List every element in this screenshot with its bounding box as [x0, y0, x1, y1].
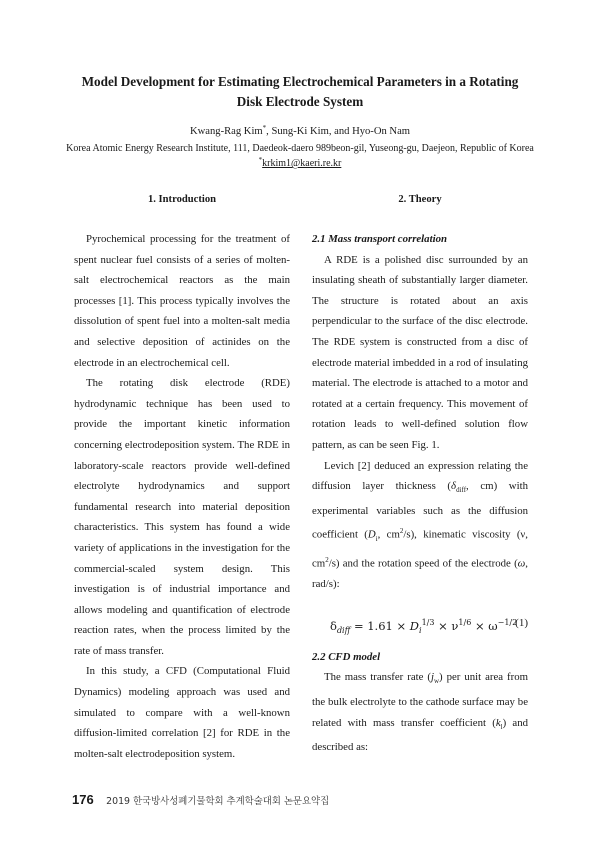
section-heading-theory: 2. Theory: [398, 194, 442, 205]
email-line: [20, 156, 580, 169]
page-footer: [72, 791, 329, 809]
theory-paragraph-3: The mass transfer rate $(j_w)$ per unit area from the bulk electrolyte to the cathode surface may be related with mass transfer coefficient $(k_l)$ and described as:: [312, 671, 528, 754]
email-mark: *: [258, 156, 263, 164]
title-line-1: Model Development for Estimating Electrochemical Parameters in a Rotating: [81, 74, 519, 89]
intro-paragraph-1: Pyrochemical processing for the treatment of spent nuclear fuel consists of a series of molten-salt electrochemical reactors as the main processes [1]. This process typically involves the dissolution of spent fuel into a molten-salt media and selective deposition of actinides on the electrode in an electrochemical cell.: [74, 233, 290, 369]
paper-title: [40, 72, 560, 112]
section-heading-introduction: 1. Introduction: [147, 194, 217, 205]
equation-1-expression: $\delta_{diff} = 1.61 \times D_i^{1/3} \times \nu^{1/6} \times \omega^{-1/2}$: [330, 617, 518, 635]
author-list: [20, 124, 580, 137]
left-column: [74, 229, 290, 764]
other-authors: , Sung-Ki Kim, and Hyo-On Nam: [266, 126, 411, 137]
corresponding-mark: *: [262, 124, 267, 132]
title-line-2: Disk Electrode System: [236, 94, 364, 109]
page-number: 176: [72, 792, 94, 807]
equation-1-number: (1): [515, 616, 528, 629]
intro-paragraph-2: The rotating disk electrode (RDE) hydrodynamic technique has been used to provide the important kinetic information concerning electrodeposition system. The RDE in laboratory-scale reactors provide well-defined electrolyte hydrodynamics and support fundamental research into material deposition characteristics. This system has found a wide variety of applications in the investigation for the commercial-scaled system design. This investigation is of industrial importance and allows modeling and quantification of electrode reaction rates, when the process limited by the rate of mass transfer.: [74, 377, 290, 657]
affiliation: Korea Atomic Energy Research Institute, 111, Daedeok-daero 989beon-gil, Yuseong-gu, Daejeon, Republic of Korea: [66, 143, 534, 154]
conference-name: 2019 한국방사성폐기물학회 추계학술대회 논문요약집: [106, 796, 330, 807]
subsection-2-1-heading: 2.1 Mass transport correlation: [312, 233, 447, 245]
equation-1: [312, 595, 528, 647]
theory-paragraph-1: A RDE is a polished disc surrounded by an insulating sheath of substantially larger diameter. The structure is rotated about an axis perpendicular to the surface of the disc electrode. The RDE system is constructed from a disc of electrode material imbedded in a rod of insulating material. The electrode is attached to a motor and rotated at a certain frequency. This movement of rotation leads to well-defined solution flow pattern, as can be seen Fig. 1.: [312, 253, 528, 451]
theory-paragraph-2: Levich [2] deduced an expression relating the diffusion layer thickness ($\delta_{diff}$, cm) with experimental variables such as the diffusion coefficient ($D_i$, $cm^2/s$), kinematic viscosity (ν, $cm^2/s$) and the rotation speed of the electrode (ω, rad/s):: [312, 459, 528, 590]
right-column: [312, 229, 528, 758]
email-link[interactable]: krkim1@kaeri.re.kr: [262, 158, 342, 169]
intro-paragraph-3: In this study, a CFD (Computational Fluid Dynamics) modeling approach was used and simulated to compare with a well-known diffusion-limited correlation [2] for RDE in the molten-salt electrodeposition system.: [74, 665, 290, 760]
author-1: Kwang-Rag Kim: [189, 126, 263, 137]
subsection-2-2-heading: 2.2 CFD model: [312, 650, 381, 663]
